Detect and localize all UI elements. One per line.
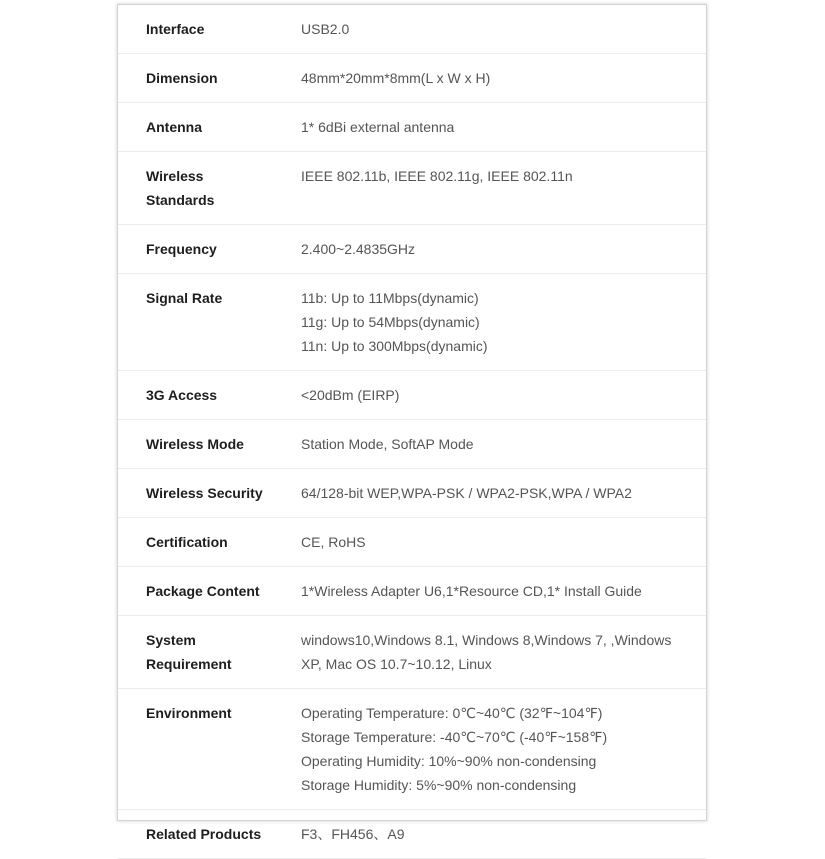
- spec-value: IEEE 802.11b, IEEE 802.11g, IEEE 802.11n: [301, 152, 706, 225]
- spec-row-frequency: [118, 225, 706, 274]
- spec-row-certification: [118, 518, 706, 567]
- spec-value: Operating Temperature: 0℃~40℃ (32℉~104℉) Storage Temperature: -40℃~70℃ (-40℉~158℉) Operating Humidity: 10%~90% non-condensing Storage Humidity: 5%~90% non-condensing: [301, 689, 706, 810]
- spec-value: 48mm*20mm*8mm(L x W x H): [301, 54, 706, 103]
- spec-value: Station Mode, SoftAP Mode: [301, 420, 706, 469]
- spec-value: windows10,Windows 8.1, Windows 8,Windows 7, ,Windows XP, Mac OS 10.7~10.12, Linux: [301, 616, 706, 689]
- spec-value: F3、FH456、A9: [301, 810, 706, 859]
- spec-row-3g-access: [118, 371, 706, 420]
- spec-row-wireless-standards: [118, 152, 706, 225]
- spec-key: Wireless Standards: [118, 152, 301, 225]
- spec-table: [118, 5, 706, 859]
- spec-key: Environment: [118, 689, 301, 810]
- spec-key: Signal Rate: [118, 274, 301, 371]
- spec-row-environment: [118, 689, 706, 810]
- spec-key: Wireless Mode: [118, 420, 301, 469]
- spec-row-antenna: [118, 103, 706, 152]
- spec-row-dimension: [118, 54, 706, 103]
- spec-value: 1*Wireless Adapter U6,1*Resource CD,1* Install Guide: [301, 567, 706, 616]
- spec-key: 3G Access: [118, 371, 301, 420]
- spec-key: Certification: [118, 518, 301, 567]
- spec-row-package-content: [118, 567, 706, 616]
- spec-value: USB2.0: [301, 5, 706, 54]
- spec-row-signal-rate: [118, 274, 706, 371]
- spec-key: Related Products: [118, 810, 301, 859]
- spec-value: 64/128-bit WEP,WPA-PSK / WPA2-PSK,WPA / WPA2: [301, 469, 706, 518]
- spec-row-wireless-security: [118, 469, 706, 518]
- spec-row-related-products: [118, 810, 706, 859]
- spec-value: <20dBm (EIRP): [301, 371, 706, 420]
- spec-key: System Requirement: [118, 616, 301, 689]
- spec-value: 11b: Up to 11Mbps(dynamic) 11g: Up to 54Mbps(dynamic) 11n: Up to 300Mbps(dynamic): [301, 274, 706, 371]
- spec-key: Dimension: [118, 54, 301, 103]
- spec-key: Package Content: [118, 567, 301, 616]
- spec-row-interface: [118, 5, 706, 54]
- spec-value: 2.400~2.4835GHz: [301, 225, 706, 274]
- spec-value: 1* 6dBi external antenna: [301, 103, 706, 152]
- spec-key: Frequency: [118, 225, 301, 274]
- spec-row-wireless-mode: [118, 420, 706, 469]
- spec-value: CE, RoHS: [301, 518, 706, 567]
- spec-card: [117, 4, 707, 842]
- spec-row-system-requirement: [118, 616, 706, 689]
- spec-key: Antenna: [118, 103, 301, 152]
- spec-key: Wireless Security: [118, 469, 301, 518]
- spec-key: Interface: [118, 5, 301, 54]
